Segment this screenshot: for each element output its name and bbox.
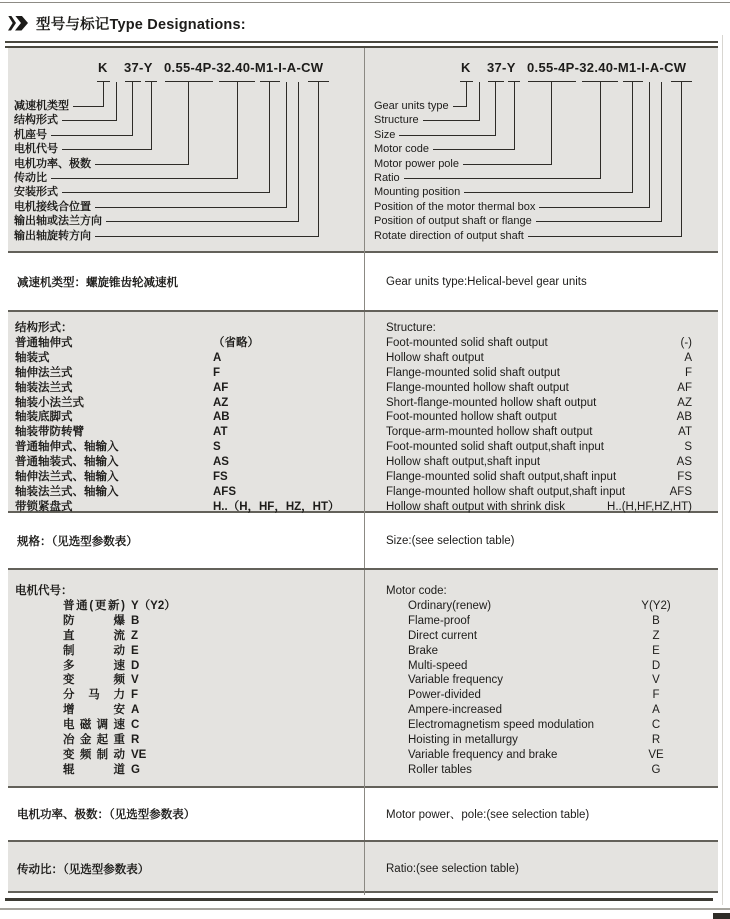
- motor-item-code: C: [131, 719, 140, 732]
- callout-connector-line: [539, 207, 649, 208]
- structure-item: [8, 485, 364, 500]
- structure-item-code: AFS: [669, 485, 692, 498]
- motor-item: [365, 629, 718, 644]
- code-segment-underline: [488, 81, 504, 82]
- code-segment-underline: [260, 81, 280, 82]
- structure-item: [8, 336, 364, 351]
- callout-label: 电机功率、极数: [14, 157, 91, 170]
- callout-vertical-line: [103, 82, 104, 107]
- structure-item-label: 轴装法兰式、轴输入: [15, 485, 119, 498]
- callout-label-row: [14, 201, 286, 214]
- motor-item-label: Multi-speed: [408, 659, 468, 672]
- callout-label-row: [14, 158, 188, 171]
- callout-vertical-line: [661, 82, 662, 222]
- callout-connector-line: [423, 120, 479, 121]
- callout-vertical-line: [479, 82, 480, 121]
- structure-item-code: H..（H，HF，HZ，HT）: [213, 500, 340, 513]
- structure-item: [8, 440, 364, 455]
- motor-item-code: F: [652, 689, 660, 702]
- designation-code-segment: 37-Y: [124, 60, 153, 75]
- motor-cn-title: 电机代号：: [15, 585, 73, 597]
- structure-item-code: A: [213, 351, 222, 364]
- callout-label: 电机代号: [14, 143, 58, 156]
- motor-item-code: D: [131, 659, 140, 672]
- structure-en-title: Structure:: [386, 322, 436, 334]
- structure-item: [8, 410, 364, 425]
- motor-item: [8, 748, 364, 763]
- structure-item: [8, 470, 364, 485]
- motor-item: [8, 614, 364, 629]
- motor-item-label: 防爆: [63, 614, 125, 627]
- motor-item: [365, 733, 718, 748]
- designation-code-segment: K: [461, 60, 471, 75]
- motor-item-code: A: [131, 704, 140, 717]
- motor-item-label: 增安: [63, 704, 125, 717]
- callout-label-row: [374, 230, 681, 243]
- callout-vertical-line: [600, 82, 601, 179]
- structure-item-label: 轴伸法兰式、轴输入: [15, 471, 119, 484]
- callout-connector-line: [62, 192, 269, 193]
- callout-connector-line: [51, 135, 132, 136]
- motor-en-cell: [365, 570, 718, 790]
- motor-item-code: V: [652, 674, 660, 687]
- motor-item-label: 分马力: [63, 689, 125, 702]
- callout-label: Motor power pole: [374, 157, 459, 170]
- designation-code-segment: 0.55-4P-32.40-M1-I-A-CW: [527, 60, 687, 75]
- motor-item-label: Ordinary(renew): [408, 599, 492, 612]
- callout-vertical-line: [649, 82, 650, 208]
- designation-code-segment: 37-Y: [487, 60, 516, 75]
- code-diagram-en: [365, 48, 718, 253]
- size-row: [8, 513, 718, 568]
- callout-vertical-line: [551, 82, 552, 165]
- motor-item-code: G: [131, 763, 140, 776]
- structure-item-label: Short-flange-mounted hollow shaft output: [386, 396, 597, 409]
- motor-item-code: Z: [131, 629, 139, 642]
- ratio-en: Ratio:(see selection table): [386, 862, 519, 875]
- callout-connector-line: [73, 106, 103, 107]
- motor-item-code: VE: [131, 748, 147, 761]
- structure-item: [8, 455, 364, 470]
- callout-vertical-line: [495, 82, 496, 136]
- bottom-rule-dark: [5, 898, 713, 901]
- structure-item-label: Foot-mounted hollow shaft output: [386, 411, 557, 424]
- motor-item: [365, 614, 718, 629]
- motor-item-code: A: [652, 704, 660, 717]
- structure-item: [365, 396, 718, 411]
- motor-item-label: Roller tables: [408, 763, 472, 776]
- callout-vertical-line: [188, 82, 189, 165]
- motor-en-title: Motor code:: [386, 585, 447, 597]
- callout-connector-line: [95, 236, 318, 237]
- motor-item-code: B: [131, 614, 140, 627]
- structure-item-code: AT: [678, 426, 692, 439]
- callout-label: Structure: [374, 114, 419, 127]
- motor-item: [365, 644, 718, 659]
- structure-item: [8, 381, 364, 396]
- callout-connector-line: [453, 106, 466, 107]
- structure-item-code: F: [213, 366, 221, 379]
- callout-connector-line: [404, 178, 600, 179]
- callout-vertical-line: [116, 82, 117, 121]
- callout-connector-line: [528, 236, 681, 237]
- callout-label: 安装形式: [14, 186, 58, 199]
- motor-item: [8, 673, 364, 688]
- callout-connector-line: [106, 221, 298, 222]
- structure-item-label: 轴伸法兰式: [15, 366, 73, 379]
- motor-item-label: Variable frequency: [408, 674, 504, 687]
- callout-vertical-line: [298, 82, 299, 222]
- callout-connector-line: [433, 149, 514, 150]
- callout-label-row: [374, 114, 479, 127]
- structure-item: [8, 351, 364, 366]
- structure-en-list: [365, 336, 718, 515]
- gear-type-en: Gear units type:Helical-bevel gear units: [386, 275, 587, 288]
- motor-item-code: V: [131, 674, 139, 687]
- structure-item: [365, 336, 718, 351]
- structure-item: [8, 425, 364, 440]
- callout-label-row: [374, 215, 661, 228]
- motor-item: [8, 718, 364, 733]
- structure-item-label: Hollow shaft output with shrink disk: [386, 500, 565, 513]
- callout-label-row: [14, 230, 318, 243]
- structure-item-code: S: [684, 441, 692, 454]
- callout-label-row: [374, 186, 632, 199]
- structure-cn-title: 结构形式：: [15, 322, 73, 334]
- structure-item: [365, 351, 718, 366]
- structure-item-label: 普通轴装式、轴输入: [15, 456, 119, 469]
- designation-code-segment: 0.55-4P-32.40-M1-I-A-CW: [164, 60, 324, 75]
- motor-item-code: G: [651, 763, 661, 776]
- callout-vertical-line: [318, 82, 319, 237]
- ratio-row: [8, 840, 718, 893]
- motor-item: [8, 763, 364, 778]
- motor-item: [8, 688, 364, 703]
- motor-item-label: Electromagnetism speed modulation: [408, 719, 595, 732]
- motor-item-code: Z: [652, 629, 660, 642]
- right-hairline: [722, 35, 723, 905]
- structure-item: [8, 366, 364, 381]
- size-cn: 规格：（见选型参数表）: [8, 513, 365, 568]
- callout-label-row: [374, 129, 495, 142]
- code-segment-underline: [528, 81, 576, 82]
- structure-item-label: 轴装小法兰式: [15, 396, 84, 409]
- motor-item: [365, 599, 718, 614]
- callout-label-row: [374, 201, 649, 214]
- structure-item-label: 轴装式: [15, 351, 50, 364]
- motor-item-code: E: [131, 644, 139, 657]
- callout-label-row: [374, 143, 514, 156]
- structure-item-label: Hollow shaft output: [386, 351, 484, 364]
- motor-item-label: 辊道: [63, 763, 125, 776]
- structure-item-code: AB: [676, 411, 692, 424]
- structure-item-label: 轴装法兰式: [15, 381, 73, 394]
- structure-cn-list: [8, 336, 364, 515]
- callout-label: 结构形式: [14, 114, 58, 127]
- code-segment-underline: [165, 81, 213, 82]
- motor-item-label: 普通(更新): [63, 599, 125, 612]
- callout-vertical-line: [237, 82, 238, 179]
- callout-connector-line: [95, 207, 286, 208]
- callout-label-row: [14, 114, 116, 127]
- motor-item: [8, 629, 364, 644]
- structure-item-code: AF: [213, 381, 229, 394]
- motor-item-code: D: [651, 659, 661, 672]
- structure-item-label: 普通轴伸式: [15, 336, 73, 349]
- motor-item: [365, 703, 718, 718]
- type-designation-table: [8, 48, 718, 893]
- callout-vertical-line: [681, 82, 682, 237]
- callout-label-row: [14, 186, 269, 199]
- callout-label: 机座号: [14, 128, 47, 141]
- structure-item-code: AFS: [213, 485, 236, 498]
- code-diagram-row: [8, 48, 718, 253]
- structure-item-code: AB: [213, 411, 230, 424]
- structure-item-code: AS: [213, 456, 229, 469]
- structure-item-label: Flange-mounted solid shaft output: [386, 366, 560, 379]
- structure-item-label: Torque-arm-mounted hollow shaft output: [386, 426, 593, 439]
- motor-item-label: 直流: [63, 629, 125, 642]
- callout-label: 电机接线合位置: [14, 200, 91, 213]
- motor-item-label: Flame-proof: [408, 614, 470, 627]
- callout-label: Mounting position: [374, 186, 461, 199]
- callout-label-row: [374, 172, 600, 185]
- callout-label-row: [14, 100, 103, 113]
- motor-item-code: VE: [648, 748, 664, 761]
- callout-label-row: [374, 158, 551, 171]
- motor-item: [365, 688, 718, 703]
- callout-label-row: [14, 129, 132, 142]
- motor-item-code: R: [651, 734, 661, 747]
- motor-item-code: Y（Y2）: [131, 599, 176, 612]
- structure-cn-cell: [8, 312, 365, 515]
- structure-en-cell: [365, 312, 718, 515]
- structure-item-label: Flange-mounted hollow shaft output: [386, 381, 569, 394]
- callout-label: 输出轴旋转方向: [14, 229, 91, 242]
- callout-label-row: [14, 143, 151, 156]
- motor-item-label: 变频制动: [63, 748, 125, 761]
- structure-item: [365, 440, 718, 455]
- structure-item-code: H..(H,HF,HZ,HT): [607, 500, 692, 513]
- motor-item-label: Hoisting in metallurgy: [408, 734, 518, 747]
- callout-connector-line: [463, 164, 551, 165]
- structure-item-code: AT: [213, 426, 228, 439]
- header-divider-rule: [5, 41, 718, 48]
- gear-type-cn: 减速机类型：螺旋锥齿轮减速机: [8, 253, 365, 310]
- callout-label: Position of the motor thermal box: [374, 200, 536, 213]
- structure-item: [8, 396, 364, 411]
- callout-label-row: [14, 172, 237, 185]
- callout-label: 减速机类型: [14, 100, 69, 112]
- motor-power-row: [8, 788, 718, 840]
- page-header: [8, 11, 246, 35]
- callout-connector-line: [51, 178, 237, 179]
- callout-connector-line: [62, 120, 116, 121]
- motor-item: [365, 763, 718, 778]
- callout-connector-line: [62, 149, 151, 150]
- structure-item-code: AF: [677, 381, 692, 394]
- motor-item-label: Brake: [408, 644, 439, 657]
- motor-power-en: Motor power、pole:(see selection table): [386, 809, 590, 821]
- structure-item-code: F: [684, 366, 692, 379]
- page-corner-tab: [713, 913, 730, 919]
- motor-item-code: C: [651, 719, 661, 732]
- motor-power-cn: 电机功率、极数：（见选型参数表）: [8, 788, 365, 840]
- motor-item-label: Direct current: [408, 629, 478, 642]
- motor-item-label: Variable frequency and brake: [408, 748, 558, 761]
- motor-en-list: [365, 599, 718, 778]
- top-hairline: [0, 2, 730, 3]
- code-segment-underline: [623, 81, 643, 82]
- callout-vertical-line: [632, 82, 633, 193]
- motor-cn-cell: [8, 570, 365, 790]
- structure-item-code: (-): [680, 336, 692, 349]
- motor-item: [365, 748, 718, 763]
- structure-item-code: S: [213, 441, 221, 454]
- structure-item-code: AZ: [677, 396, 692, 409]
- structure-item-label: Flange-mounted hollow shaft output,shaft input: [386, 485, 626, 498]
- motor-item-label: 多速: [63, 659, 125, 672]
- structure-item: [365, 425, 718, 440]
- structure-item-label: Hollow shaft output,shaft input: [386, 456, 541, 469]
- callout-label: Rotate direction of output shaft: [374, 229, 524, 242]
- structure-item-label: 轴装带防转臂: [15, 426, 84, 439]
- structure-item-code: FS: [677, 471, 692, 484]
- motor-item-label: 电磁调速: [63, 719, 125, 732]
- callout-vertical-line: [132, 82, 133, 136]
- callout-connector-line: [464, 192, 632, 193]
- callout-label: Motor code: [374, 143, 430, 156]
- structure-item: [365, 410, 718, 425]
- structure-item: [365, 470, 718, 485]
- callout-vertical-line: [514, 82, 515, 150]
- motor-item-label: Ampere-increased: [408, 704, 502, 717]
- callout-label-row: [374, 100, 466, 113]
- motor-cn-list: [8, 599, 364, 778]
- motor-item-code: B: [652, 614, 660, 627]
- motor-item-code: R: [131, 734, 140, 747]
- structure-item-label: 普通轴伸式、轴输入: [15, 441, 119, 454]
- motor-code-row: [8, 568, 718, 788]
- motor-item: [365, 673, 718, 688]
- designation-code-segment: K: [98, 60, 108, 75]
- code-diagram-cn: [8, 48, 365, 253]
- motor-item: [8, 703, 364, 718]
- motor-item: [8, 599, 364, 614]
- structure-item-label: Foot-mounted solid shaft output,shaft input: [386, 441, 604, 454]
- page-title: 型号与标记Type Designations:: [36, 16, 246, 33]
- structure-item-label: Foot-mounted solid shaft output: [386, 336, 548, 349]
- motor-item: [8, 659, 364, 674]
- callout-label: Position of output shaft or flange: [374, 215, 532, 228]
- callout-label: 输出轴或法兰方向: [14, 215, 102, 228]
- callout-connector-line: [536, 221, 661, 222]
- callout-connector-line: [95, 164, 188, 165]
- motor-item-label: Power-divided: [408, 689, 481, 702]
- callout-label-row: [14, 215, 298, 228]
- motor-item-label: 制动: [63, 644, 125, 657]
- structure-item-label: Flange-mounted solid shaft output,shaft input: [386, 471, 617, 484]
- structure-item-label: 带锁紧盘式: [15, 500, 73, 513]
- structure-item: [365, 366, 718, 381]
- motor-item-code: F: [131, 689, 139, 702]
- callout-label: 传动比: [14, 172, 47, 184]
- structure-item-code: AS: [676, 456, 692, 469]
- callout-vertical-line: [466, 82, 467, 107]
- ratio-cn: 传动比：（见选型参数表）: [8, 842, 365, 895]
- callout-vertical-line: [286, 82, 287, 208]
- gear-type-row: [8, 253, 718, 310]
- motor-item: [8, 733, 364, 748]
- structure-item-label: 轴装底脚式: [15, 411, 73, 424]
- structure-row: [8, 310, 718, 513]
- structure-item: [365, 381, 718, 396]
- motor-item: [365, 718, 718, 733]
- structure-item-code: AZ: [213, 396, 229, 409]
- structure-item-code: FS: [213, 471, 228, 484]
- motor-item: [8, 644, 364, 659]
- structure-item: [365, 455, 718, 470]
- motor-item-label: 变频: [63, 674, 125, 687]
- motor-item-label: 冶金起重: [63, 734, 125, 747]
- callout-vertical-line: [151, 82, 152, 150]
- callout-label: Gear units type: [374, 100, 449, 112]
- callout-connector-line: [399, 135, 495, 136]
- double-arrow-icon: [8, 16, 28, 31]
- size-en: Size:(see selection table): [386, 534, 515, 547]
- callout-label: Size: [374, 128, 396, 141]
- motor-item-code: E: [652, 644, 660, 657]
- callout-vertical-line: [269, 82, 270, 193]
- motor-item-code: Y(Y2): [641, 599, 671, 612]
- structure-item: [365, 485, 718, 500]
- bottom-rule-gray: [0, 908, 730, 910]
- callout-label: Ratio: [374, 172, 400, 184]
- code-segment-underline: [125, 81, 141, 82]
- structure-item-code: A: [684, 351, 692, 364]
- structure-item-code: （省略）: [213, 336, 259, 349]
- motor-item: [365, 659, 718, 674]
